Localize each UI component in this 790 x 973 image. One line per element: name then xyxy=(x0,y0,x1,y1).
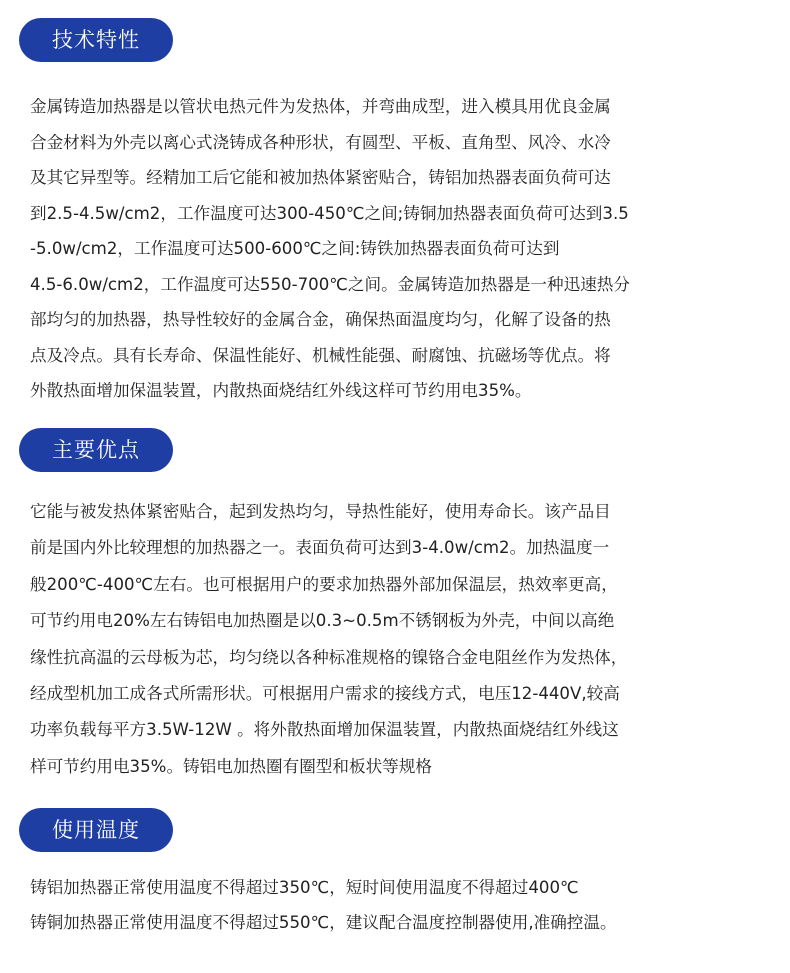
section-paragraph xyxy=(30,89,765,409)
section-heading-badge: 技术特性 xyxy=(19,18,173,62)
paragraph-line: 及其它异型等。经精加工后它能和被加热体紧密贴合，铸铝加热器表面负荷可达 xyxy=(30,168,611,187)
paragraph-line: 可节约用电20%左右铸铝电加热圈是以0.3~0.5m不锈钢板为外壳，中间以高绝 xyxy=(30,611,615,631)
paragraph-line: 前是国内外比较理想的加热器之一。表面负荷可达到3-4.0w/cm2。加热温度一 xyxy=(30,538,610,558)
paragraph-line: 4.5-6.0w/cm2，工作温度可达550-700℃之间。金属铸造加热器是一种迅速热分 xyxy=(30,274,630,294)
paragraph-line: 合金材料为外壳以离心式浇铸成各种形状，有圆型、平板、直角型、风冷、水冷 xyxy=(30,132,611,152)
section-paragraph xyxy=(30,494,765,785)
section-heading-badge: 使用温度 xyxy=(19,808,173,852)
paragraph-line: 铸铝加热器正常使用温度不得超过350℃，短时间使用温度不得超过400℃ xyxy=(30,878,579,897)
paragraph-line: 点及冷点。具有长寿命、保温性能好、机械性能强、耐腐蚀、抗磁场等优点。将 xyxy=(30,345,611,365)
paragraph-line: 它能与被发热体紧密贴合，起到发热均匀，导热性能好，使用寿命长。该产品目 xyxy=(30,502,611,521)
paragraph-line: 外散热面增加保温装置，内散热面烧结红外线这样可节约用电35%。 xyxy=(30,381,532,400)
paragraph-line: 部均匀的加热器，热导性较好的金属合金，确保热面温度均匀，化解了设备的热 xyxy=(30,310,611,329)
paragraph-line: 经成型机加工成各式所需形状。可根据用户需求的接线方式，电压12-440V,较高 xyxy=(30,684,620,704)
paragraph-line: 样可节约用电35%。铸铝电加热圈有圈型和板状等规格 xyxy=(30,756,432,776)
section-paragraph xyxy=(30,870,765,940)
paragraph-line: 金属铸造加热器是以管状电热元件为发热体，并弯曲成型，进入模具用优良金属 xyxy=(30,97,611,116)
section-heading-badge: 主要优点 xyxy=(19,428,173,472)
paragraph-line: 铸铜加热器正常使用温度不得超过550℃，建议配合温度控制器使用,准确控温。 xyxy=(30,913,617,932)
paragraph-line: 般200℃-400℃左右。也可根据用户的要求加热器外部加保温层，热效率更高， xyxy=(30,574,618,594)
paragraph-line: 到2.5-4.5w/cm2，工作温度可达300-450℃之间;铸铜加热器表面负荷可达到3.5 xyxy=(30,203,629,223)
paragraph-line: -5.0w/cm2，工作温度可达500-600℃之间:铸铁加热器表面负荷可达到 xyxy=(30,239,560,258)
paragraph-line: 功率负载每平方3.5W-12W 。将外散热面增加保温装置，内散热面烧结红外线这 xyxy=(30,720,619,740)
paragraph-line: 缘性抗高温的云母板为芯，均匀绕以各种标准规格的镍铬合金电阻丝作为发热体， xyxy=(30,647,628,667)
